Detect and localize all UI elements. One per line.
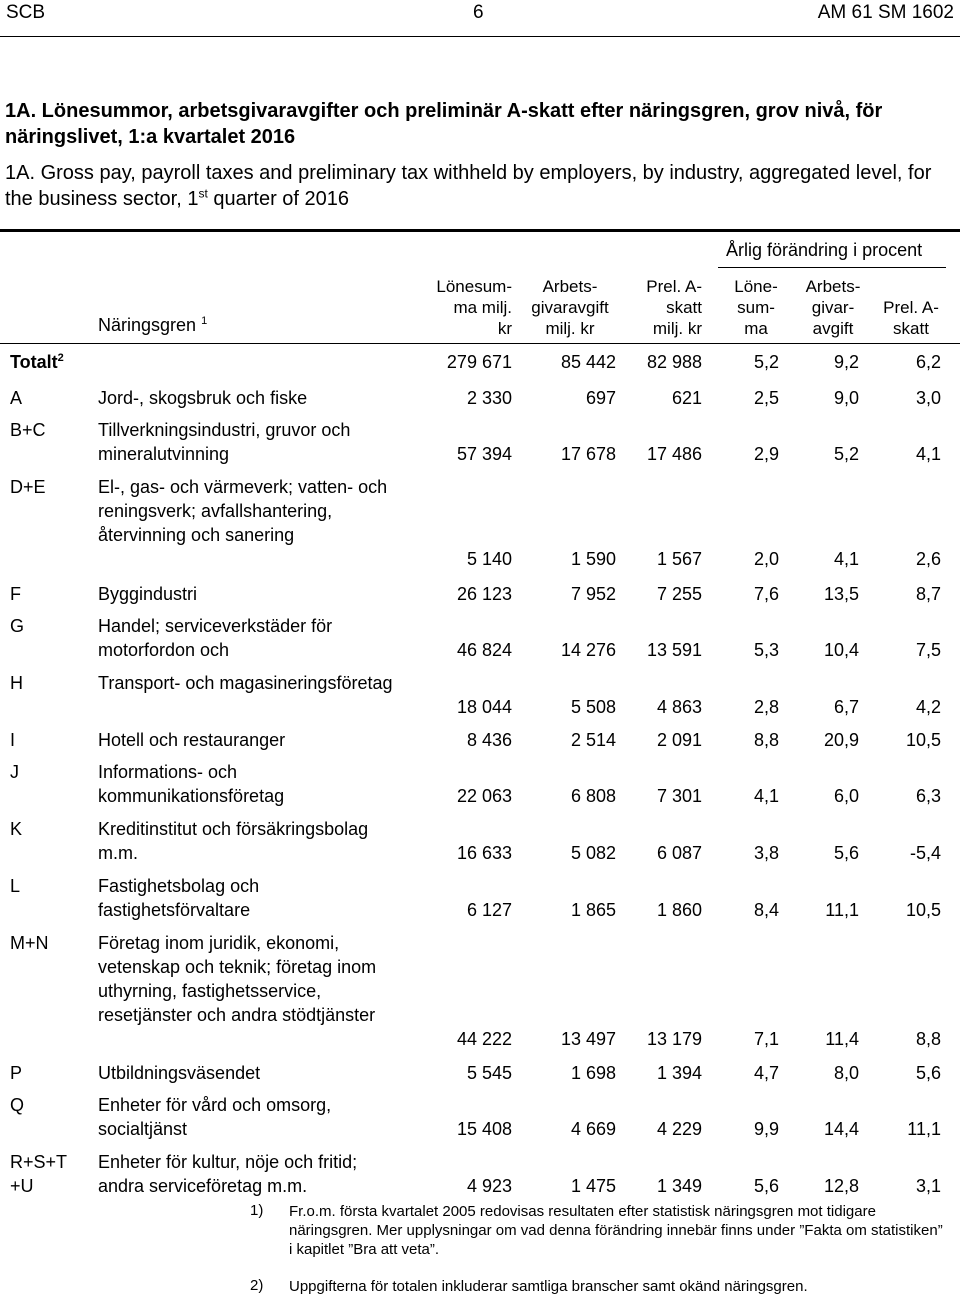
cell-value: 1 394 <box>656 1063 702 1083</box>
cell-value: 621 <box>671 388 702 408</box>
cell-value: 5,2 <box>753 352 779 372</box>
industry-code: L <box>10 876 21 896</box>
cell-value: 1 698 <box>570 1063 616 1083</box>
cell-value: 1 865 <box>570 900 616 920</box>
industry-name: Tillverkningsindustri, gruvor och mineralutvinning <box>98 420 351 464</box>
cell-value: 17 678 <box>560 444 616 464</box>
cell-value: 5,6 <box>753 1176 779 1196</box>
industry-name: Byggindustri <box>98 584 198 604</box>
cell-value: 12,8 <box>823 1176 859 1196</box>
cell-value: 20,9 <box>823 730 859 750</box>
cell-value: 22 063 <box>456 786 512 806</box>
cell-value: 14 276 <box>560 640 616 660</box>
cell-value: 85 442 <box>560 352 616 372</box>
industry-code: R+S+T +U <box>10 1152 67 1196</box>
cell-value: 279 671 <box>446 352 512 372</box>
industry-code: P <box>10 1063 23 1083</box>
industry-name: Företag inom juridik, ekonomi, vetenskap och teknik; företag inom uthyrning, fastighetsservice, resetjänster och andra stödtjänster <box>98 933 377 1025</box>
cell-value: 2,5 <box>753 388 779 408</box>
cell-value: 7 952 <box>570 584 616 604</box>
annual-change-header: Årlig förändring i procent <box>726 240 923 260</box>
cell-value: 13 497 <box>560 1029 616 1049</box>
cell-value: 7,5 <box>915 640 941 660</box>
cell-value: 11,4 <box>825 1029 859 1049</box>
cell-value: 5 140 <box>466 549 512 569</box>
cell-value: 4,1 <box>915 444 941 464</box>
cell-value: 7 301 <box>656 786 702 806</box>
cell-value: 44 222 <box>456 1029 512 1049</box>
cell-value: 16 633 <box>456 843 512 863</box>
annual-change-rule <box>718 267 946 268</box>
cell-value: 8,4 <box>753 900 779 920</box>
cell-value: 13,5 <box>823 584 859 604</box>
cell-value: 82 988 <box>646 352 702 372</box>
cell-value: 1 475 <box>570 1176 616 1196</box>
cell-value: 8 436 <box>466 730 512 750</box>
cell-value: 5 082 <box>570 843 616 863</box>
header-report-id: AM 61 SM 1602 <box>817 2 954 23</box>
header-bottom-rule <box>0 343 960 344</box>
cell-value: 2,6 <box>915 549 941 569</box>
cell-value: 10,5 <box>905 900 941 920</box>
cell-value: 5 508 <box>570 697 616 717</box>
cell-value: 6,7 <box>833 697 859 717</box>
cell-value: -5,4 <box>909 843 941 863</box>
cell-value: 6,0 <box>833 786 859 806</box>
cell-value: 2,8 <box>753 697 779 717</box>
cell-value: 57 394 <box>456 444 512 464</box>
col-prel-tax: Prel. A- skatt milj. kr <box>646 277 702 338</box>
cell-value: 13 179 <box>646 1029 702 1049</box>
col-change-payroll-tax: Arbets- givar- avgift <box>805 277 861 338</box>
cell-value: 6 127 <box>466 900 512 920</box>
cell-value: 5,3 <box>753 640 779 660</box>
cell-value: 4 923 <box>466 1176 512 1196</box>
col-payroll-tax: Arbets- givaravgift milj. kr <box>531 277 609 338</box>
industry-code: D+E <box>10 477 46 497</box>
industry-code: M+N <box>10 933 49 953</box>
cell-value: 4 229 <box>656 1119 702 1139</box>
header-rule <box>0 36 960 37</box>
cell-value: 10,4 <box>823 640 859 660</box>
industry-code: F <box>10 584 21 604</box>
cell-value: 5,2 <box>833 444 859 464</box>
footnote-1-number: 1) <box>250 1202 264 1219</box>
cell-value: 9,9 <box>753 1119 779 1139</box>
cell-value: 8,8 <box>753 730 779 750</box>
cell-value: 4 863 <box>656 697 702 717</box>
cell-value: 8,7 <box>915 584 941 604</box>
cell-value: 18 044 <box>456 697 512 717</box>
cell-value: 7,6 <box>753 584 779 604</box>
cell-value: 11,1 <box>907 1119 941 1139</box>
cell-value: 8,8 <box>915 1029 941 1049</box>
industry-code: Q <box>10 1095 25 1115</box>
cell-value: 9,2 <box>833 352 859 372</box>
cell-value: 5,6 <box>915 1063 941 1083</box>
industry-code: K <box>10 819 23 839</box>
industry-code: I <box>10 730 16 750</box>
industry-name: El-, gas- och värmeverk; vatten- och reningsverk; avfallshantering, återvinning och sanering <box>98 477 388 545</box>
industry-name: Transport- och magasineringsföretag <box>98 673 393 693</box>
cell-value: 4,2 <box>915 697 941 717</box>
footnote-2-text: Uppgifterna för totalen inkluderar samtliga branscher samt okänd näringsgren. <box>289 1278 808 1295</box>
cell-value: 26 123 <box>456 584 512 604</box>
industry-code: G <box>10 616 25 636</box>
cell-value: 6,3 <box>915 786 941 806</box>
cell-value: 5 545 <box>466 1063 512 1083</box>
cell-value: 1 590 <box>570 549 616 569</box>
cell-value: 3,1 <box>915 1176 941 1196</box>
cell-value: 9,0 <box>833 388 859 408</box>
cell-value: 1 349 <box>656 1176 702 1196</box>
industry-name: Enheter för vård och omsorg, socialtjänst <box>98 1095 332 1139</box>
industry-name: Jord-, skogsbruk och fiske <box>98 388 308 408</box>
cell-value: 7,1 <box>753 1029 779 1049</box>
cell-value: 8,0 <box>833 1063 859 1083</box>
cell-value: 2,9 <box>753 444 779 464</box>
cell-value: 46 824 <box>456 640 512 660</box>
table-title-english: 1A. Gross pay, payroll taxes and preliminary tax withheld by employers, by industry, aggregated level, for the business sector, 1st quarter of 2016 <box>5 162 932 210</box>
total-label: Totalt$^2$ <box>10 352 64 372</box>
industry-code: B+C <box>10 420 46 440</box>
col-gross-pay: Lönesum- ma milj. kr <box>436 277 512 338</box>
col-change-prel-tax: Prel. A- skatt <box>883 298 939 338</box>
cell-value: 5,6 <box>833 843 859 863</box>
cell-value: 17 486 <box>646 444 702 464</box>
industry-name: Kreditinstitut och försäkringsbolag m.m. <box>98 819 369 863</box>
cell-value: 13 591 <box>646 640 702 660</box>
table-title-swedish: 1A. Lönesummor, arbetsgivaravgifter och preliminär A-skatt efter näringsgren, grov nivå, för näringslivet, 1:a kvartalet 2016 <box>5 100 883 148</box>
cell-value: 6 808 <box>570 786 616 806</box>
cell-value: 10,5 <box>905 730 941 750</box>
cell-value: 1 860 <box>656 900 702 920</box>
industry-name: Enheter för kultur, nöje och fritid; andra serviceföretag m.m. <box>98 1152 358 1196</box>
industry-name: Handel; serviceverkstäder för motorfordon och <box>98 616 333 660</box>
footnote-2-number: 2) <box>250 1277 264 1294</box>
table-top-rule <box>0 229 960 232</box>
cell-value: 4,1 <box>833 549 859 569</box>
cell-value: 2 091 <box>656 730 702 750</box>
industry-name: Utbildningsväsendet <box>98 1063 261 1083</box>
page-number: 6 <box>473 2 484 23</box>
cell-value: 3,8 <box>753 843 779 863</box>
cell-value: 4,7 <box>753 1063 779 1083</box>
cell-value: 4,1 <box>753 786 779 806</box>
cell-value: 11,1 <box>825 900 859 920</box>
col-industry: Näringsgren $^1$ <box>98 315 208 335</box>
cell-value: 3,0 <box>915 388 941 408</box>
industry-code: A <box>10 388 23 408</box>
cell-value: 2,0 <box>753 549 779 569</box>
cell-value: 6 087 <box>656 843 702 863</box>
cell-value: 14,4 <box>823 1119 859 1139</box>
industry-name: Fastighetsbolag och fastighetsförvaltare <box>98 876 260 920</box>
cell-value: 697 <box>585 388 616 408</box>
cell-value: 6,2 <box>915 352 941 372</box>
footnote-1-text: Fr.o.m. första kvartalet 2005 redovisas resultaten efter statistisk näringsgren mot tidigare näringsgren. Mer upplysningar om vad denna förändring innebär finns under ”Fakta om statistiken” i kapitlet ”Bra att veta”. <box>289 1203 943 1258</box>
industry-code: J <box>10 762 19 782</box>
cell-value: 4 669 <box>570 1119 616 1139</box>
industry-code: H <box>10 673 23 693</box>
cell-value: 15 408 <box>456 1119 512 1139</box>
col-change-gross-pay: Löne- sum- ma <box>734 277 778 338</box>
header-org: SCB <box>6 2 46 23</box>
cell-value: 7 255 <box>656 584 702 604</box>
cell-value: 1 567 <box>656 549 702 569</box>
cell-value: 2 330 <box>466 388 512 408</box>
industry-name: Informations- och kommunikationsföretag <box>98 762 285 806</box>
industry-name: Hotell och restauranger <box>98 730 286 750</box>
cell-value: 2 514 <box>570 730 616 750</box>
